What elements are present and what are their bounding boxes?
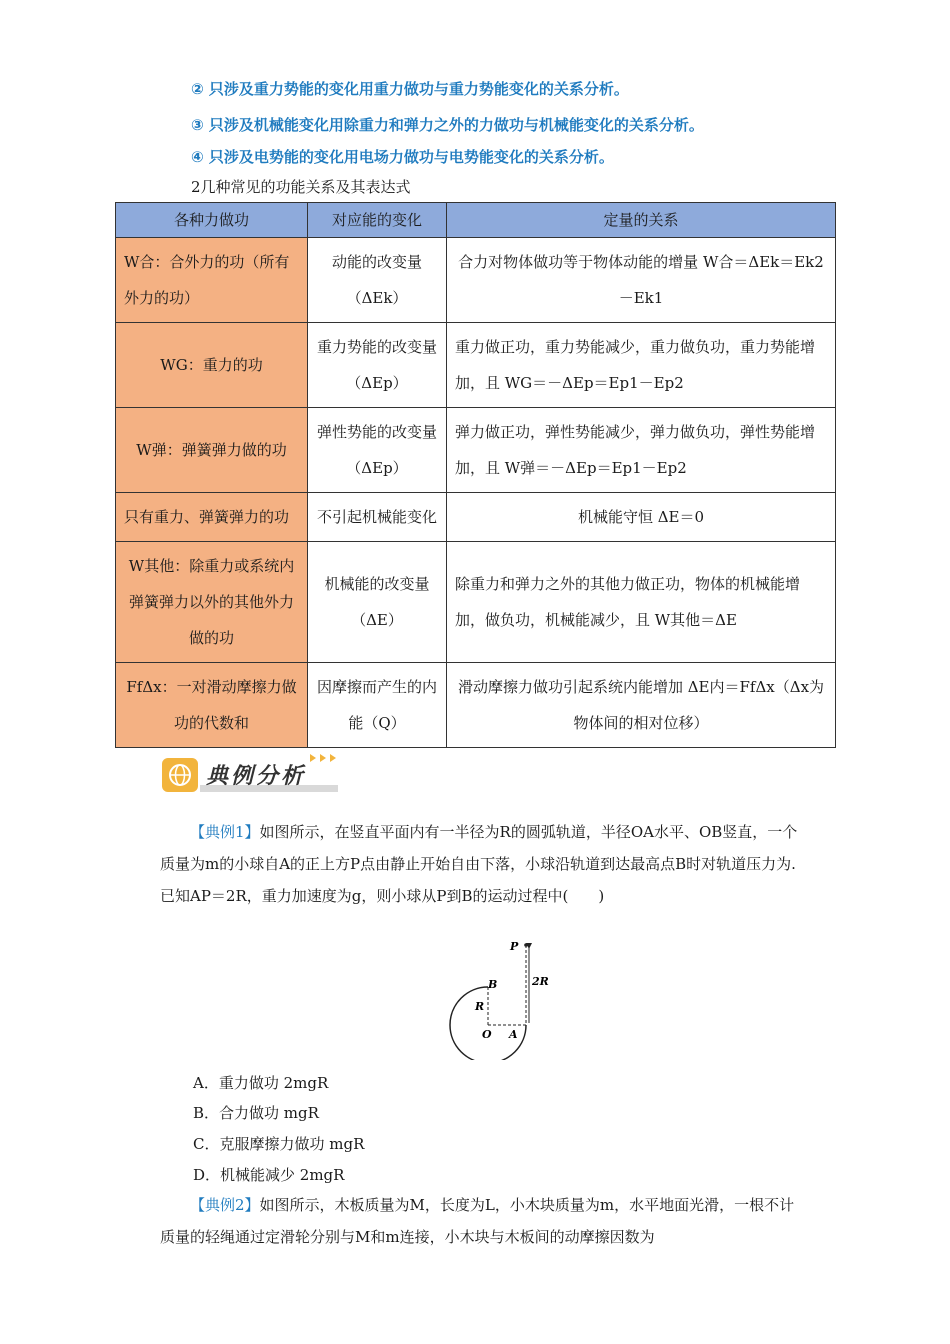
- label-b: B: [488, 978, 498, 991]
- table-row: [116, 408, 836, 493]
- relation-cell: 弹力做正功，弹性势能减少，弹力做负功，弹性势能增加，且 W弹＝－ΔEp＝Ep1－Ep2: [447, 408, 836, 493]
- example-2-text: 如图所示，木板质量为M，长度为L，小木块质量为m，水平地面光滑，一根不计质量的轻绳通过定滑轮分别与M和m连接，小木块与木板间的动摩擦因数为: [160, 1196, 795, 1246]
- table-row: [116, 493, 836, 542]
- table-header: 对应能的变化: [308, 203, 447, 238]
- table-row: [116, 663, 836, 748]
- method-2: ② 只涉及重力势能的变化用重力做功与重力势能变化的关系分析。: [191, 80, 629, 98]
- work-energy-table: [115, 202, 836, 748]
- relation-cell: 除重力和弹力之外的其他力做正功，物体的机械能增加，做负功，机械能减少，且 W其他＝ΔE: [447, 542, 836, 663]
- section-title: 2几种常见的功能关系及其表达式: [191, 178, 411, 196]
- force-cell: WG：重力的功: [116, 323, 308, 408]
- option-a: A．重力做功 2mgR: [193, 1074, 329, 1092]
- energy-cell: 重力势能的改变量（ΔEp）: [308, 323, 447, 408]
- option-b: B．合力做功 mgR: [193, 1104, 319, 1122]
- force-cell: 只有重力、弹簧弹力的功: [116, 493, 308, 542]
- energy-cell: 动能的改变量（ΔEk）: [308, 238, 447, 323]
- label-o: O: [482, 1028, 492, 1041]
- relation-cell: 滑动摩擦力做功引起系统内能增加 ΔE内＝FfΔx（Δx为物体间的相对位移）: [447, 663, 836, 748]
- force-cell: FfΔx：一对滑动摩擦力做功的代数和: [116, 663, 308, 748]
- example-2-tag: 【典例2】: [190, 1196, 260, 1214]
- table-row: [116, 238, 836, 323]
- force-cell: W合：合外力的功（所有外力的功）: [116, 238, 308, 323]
- method-4: ④ 只涉及电势能的变化用电场力做功与电势能变化的关系分析。: [191, 148, 614, 166]
- label-r: R: [475, 1000, 485, 1013]
- table-header: 定量的关系: [447, 203, 836, 238]
- track-figure: [440, 935, 550, 1060]
- table-header: 各种力做功: [116, 203, 308, 238]
- example-2-paragraph: [160, 1189, 800, 1253]
- energy-cell: 弹性势能的改变量（ΔEp）: [308, 408, 447, 493]
- energy-cell: 不引起机械能变化: [308, 493, 447, 542]
- force-cell: W其他：除重力或系统内弹簧弹力以外的其他外力做的功: [116, 542, 308, 663]
- option-c: C．克服摩擦力做功 mgR: [193, 1135, 365, 1153]
- relation-cell: 重力做正功，重力势能减少，重力做负功，重力势能增加，且 WG＝－ΔEp＝Ep1－Ep2: [447, 323, 836, 408]
- option-d: D．机械能减少 2mgR: [193, 1166, 345, 1184]
- label-2r: 2R: [532, 975, 549, 988]
- energy-cell: 因摩擦而产生的内能（Q）: [308, 663, 447, 748]
- example-1-paragraph: [160, 816, 800, 912]
- method-3: ③ 只涉及机械能变化用除重力和弹力之外的力做功与机械能变化的关系分析。: [191, 116, 704, 134]
- energy-cell: 机械能的改变量（ΔE）: [308, 542, 447, 663]
- example-1-text: 如图所示，在竖直平面内有一半径为R的圆弧轨道，半径OA水平、OB竖直，一个质量为m的小球自A的正上方P点由静止开始自由下落，小球沿轨道到达最高点B时对轨道压力为.已知AP＝2R，重力加速度为g，则小球从P到B的运动过程中( ): [160, 823, 798, 905]
- table-row: [116, 542, 836, 663]
- label-p: P: [510, 940, 519, 953]
- badge-title: 典例分析: [206, 764, 307, 789]
- example-analysis-badge: [160, 754, 340, 794]
- label-a: A: [509, 1028, 518, 1041]
- relation-cell: 机械能守恒 ΔE＝0: [447, 493, 836, 542]
- table-header-row: [116, 203, 836, 238]
- force-cell: W弹：弹簧弹力做的功: [116, 408, 308, 493]
- point-p: [524, 943, 528, 947]
- example-1-tag: 【典例1】: [190, 823, 260, 841]
- table-row: [116, 323, 836, 408]
- relation-cell: 合力对物体做功等于物体动能的增量 W合＝ΔEk＝Ek2－Ek1: [447, 238, 836, 323]
